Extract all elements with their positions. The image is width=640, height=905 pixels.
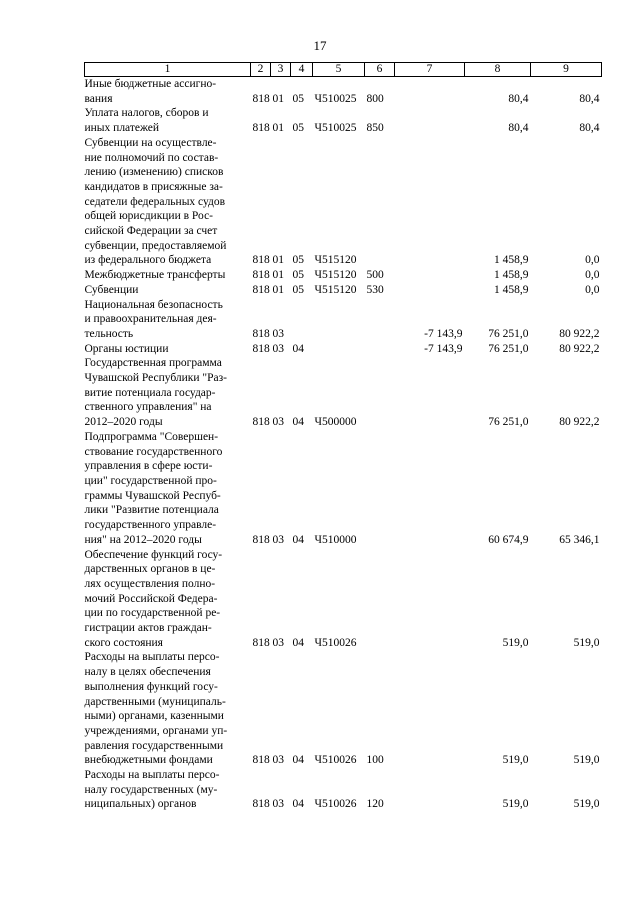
row-subsection: 04 (292, 636, 304, 649)
table-row (85, 298, 602, 342)
row-name: Субвенции на осуществле- ние полномочий по состав- лению (изменению) списков кандидатов в присяжные за- седатели федеральных судов общей юрисдикции в Рос- сийской Федерации за счет субвенции, предоставляемой из федерального бюджета (84, 136, 227, 267)
table-row (85, 283, 602, 298)
row-name: Подпрограмма "Совершен- ствование государственного управления в сфере юсти- ции" государственной про- граммы Чувашской Респуб- лики "Развитие потенциала государственного управле- ния" на 2012–2020 годы (84, 430, 223, 546)
row-amount-1: 519,0 (502, 798, 529, 811)
row-amount-1: 1 458,9 (494, 254, 529, 267)
table-row (85, 768, 602, 812)
row-target-article: Ч500000 (314, 416, 357, 429)
row-name: Уплата налогов, сборов и иных платежей (84, 107, 209, 135)
row-amount-1: 76 251,0 (488, 342, 529, 355)
header-cell: 8 (465, 63, 531, 77)
header-cell: 5 (313, 63, 365, 77)
row-change (395, 77, 465, 107)
row-amount-2: 519,0 (573, 754, 600, 767)
row-change (395, 136, 465, 268)
table-row (85, 650, 602, 768)
row-amount-1: 80,4 (508, 122, 529, 135)
row-section: 01 (272, 283, 284, 296)
row-name: Межбюджетные трансферты (84, 269, 226, 282)
row-expense-type (365, 548, 395, 651)
row-expense-type (365, 356, 395, 430)
row-expense-type (365, 298, 395, 342)
row-section: 03 (272, 533, 284, 546)
row-amount-1: 80,4 (508, 92, 529, 105)
row-amount-2: 80,4 (579, 92, 600, 105)
page-number: 17 (313, 38, 327, 53)
row-expense-type: 500 (366, 269, 384, 282)
row-name: Национальная безопасность и правоохранительная дея- тельность (84, 298, 223, 340)
header-cell: 7 (395, 63, 465, 77)
row-amount-1: 1 458,9 (494, 283, 529, 296)
budget-table (84, 62, 602, 812)
row-amount-1: 76 251,0 (488, 327, 529, 340)
row-section: 03 (272, 636, 284, 649)
row-name: Обеспечение функций госу- дарственных органов в це- лях осуществления полно- мочий Российской Федера- ции по государственной ре- гистрации актов граждан- ского состояния (84, 548, 223, 649)
row-section: 03 (272, 798, 284, 811)
row-admin-code: 818 (252, 92, 270, 105)
row-expense-type: 120 (366, 798, 384, 811)
row-expense-type: 850 (366, 122, 384, 135)
row-name: Органы юстиции (84, 342, 169, 355)
row-admin-code: 818 (252, 636, 270, 649)
row-section: 03 (272, 342, 284, 355)
row-change (395, 268, 465, 283)
header-cell: 3 (271, 63, 291, 77)
row-section: 01 (272, 254, 284, 267)
row-expense-type (365, 136, 395, 268)
row-name: Расходы на выплаты персо- налу в целях обеспечения выполнения функций госу- дарственными (муниципаль- ными) органами, казенными учреждениями, органами уп- равления государственными внебюджетными фондами (84, 651, 228, 767)
table-row (85, 342, 602, 357)
row-section: 03 (272, 754, 284, 767)
row-subsection: 05 (292, 269, 304, 282)
table-header-row (85, 63, 602, 77)
row-admin-code: 818 (252, 327, 270, 340)
row-section: 03 (272, 327, 284, 340)
table-row (85, 356, 602, 430)
row-expense-type: 800 (366, 92, 384, 105)
row-change (395, 650, 465, 768)
row-admin-code: 818 (252, 754, 270, 767)
row-target-article: Ч515120 (314, 254, 357, 267)
row-subsection: 05 (292, 254, 304, 267)
row-amount-2: 0,0 (585, 254, 600, 267)
row-target-article: Ч515120 (314, 283, 357, 296)
row-target-article (313, 342, 365, 357)
row-name: Государственная программа Чувашской Республики "Раз- витие потенциала государ- ственного управления" на 2012–2020 годы (84, 357, 227, 429)
row-admin-code: 818 (252, 254, 270, 267)
row-admin-code: 818 (252, 269, 270, 282)
table-row (85, 106, 602, 135)
row-amount-1: 76 251,0 (488, 416, 529, 429)
row-name: Иные бюджетные ассигно- вания (84, 78, 217, 105)
row-subsection: 04 (292, 754, 304, 767)
row-change (395, 283, 465, 298)
row-admin-code: 818 (252, 342, 270, 355)
row-name: Субвенции (84, 283, 139, 296)
row-name: Расходы на выплаты персо- налу государственных (му- ниципальных) органов (84, 769, 220, 811)
row-subsection: 05 (292, 92, 304, 105)
row-admin-code: 818 (252, 283, 270, 296)
row-subsection (291, 298, 313, 342)
row-target-article: Ч510025 (314, 92, 357, 105)
row-section: 01 (272, 269, 284, 282)
row-section: 01 (272, 92, 284, 105)
row-subsection: 05 (292, 122, 304, 135)
row-amount-1: 519,0 (502, 754, 529, 767)
table-row (85, 77, 602, 107)
table-row (85, 430, 602, 548)
row-admin-code: 818 (252, 533, 270, 546)
row-admin-code: 818 (252, 122, 270, 135)
header-cell: 2 (251, 63, 271, 77)
header-cell: 1 (85, 63, 251, 77)
row-amount-2: 80 922,2 (559, 416, 600, 429)
row-amount-1: 1 458,9 (494, 269, 529, 282)
table-row (85, 268, 602, 283)
row-amount-2: 80 922,2 (559, 327, 600, 340)
row-admin-code: 818 (252, 416, 270, 429)
row-target-article: Ч510026 (314, 636, 357, 649)
row-change: -7 143,9 (424, 342, 463, 355)
row-change (395, 106, 465, 135)
row-target-article: Ч510026 (314, 798, 357, 811)
row-expense-type: 530 (366, 283, 384, 296)
row-subsection: 04 (292, 533, 304, 546)
row-expense-type (365, 430, 395, 548)
row-admin-code: 818 (252, 798, 270, 811)
header-cell: 4 (291, 63, 313, 77)
row-change: -7 143,9 (424, 327, 463, 340)
row-change (395, 768, 465, 812)
row-target-article: Ч510026 (314, 754, 357, 767)
header-cell: 9 (531, 63, 602, 77)
row-amount-2: 80,4 (579, 122, 600, 135)
header-cell: 6 (365, 63, 395, 77)
row-change (395, 548, 465, 651)
row-amount-2: 0,0 (585, 269, 600, 282)
row-target-article: Ч510025 (314, 122, 357, 135)
row-target-article: Ч515120 (314, 269, 357, 282)
row-target-article: Ч510000 (314, 533, 357, 546)
row-amount-2: 80 922,2 (559, 342, 600, 355)
row-amount-2: 0,0 (585, 283, 600, 296)
row-change (395, 430, 465, 548)
row-amount-2: 519,0 (573, 636, 600, 649)
row-section: 03 (272, 416, 284, 429)
row-expense-type: 100 (366, 754, 384, 767)
row-amount-2: 65 346,1 (559, 533, 600, 546)
table-row (85, 136, 602, 268)
row-subsection: 04 (292, 798, 304, 811)
row-change (395, 356, 465, 430)
row-amount-1: 519,0 (502, 636, 529, 649)
row-amount-2: 519,0 (573, 798, 600, 811)
row-expense-type (365, 342, 395, 357)
row-subsection: 04 (292, 342, 304, 355)
row-subsection: 04 (292, 416, 304, 429)
table-row (85, 548, 602, 651)
row-subsection: 05 (292, 283, 304, 296)
row-section: 01 (272, 122, 284, 135)
row-target-article (313, 298, 365, 342)
row-amount-1: 60 674,9 (488, 533, 529, 546)
